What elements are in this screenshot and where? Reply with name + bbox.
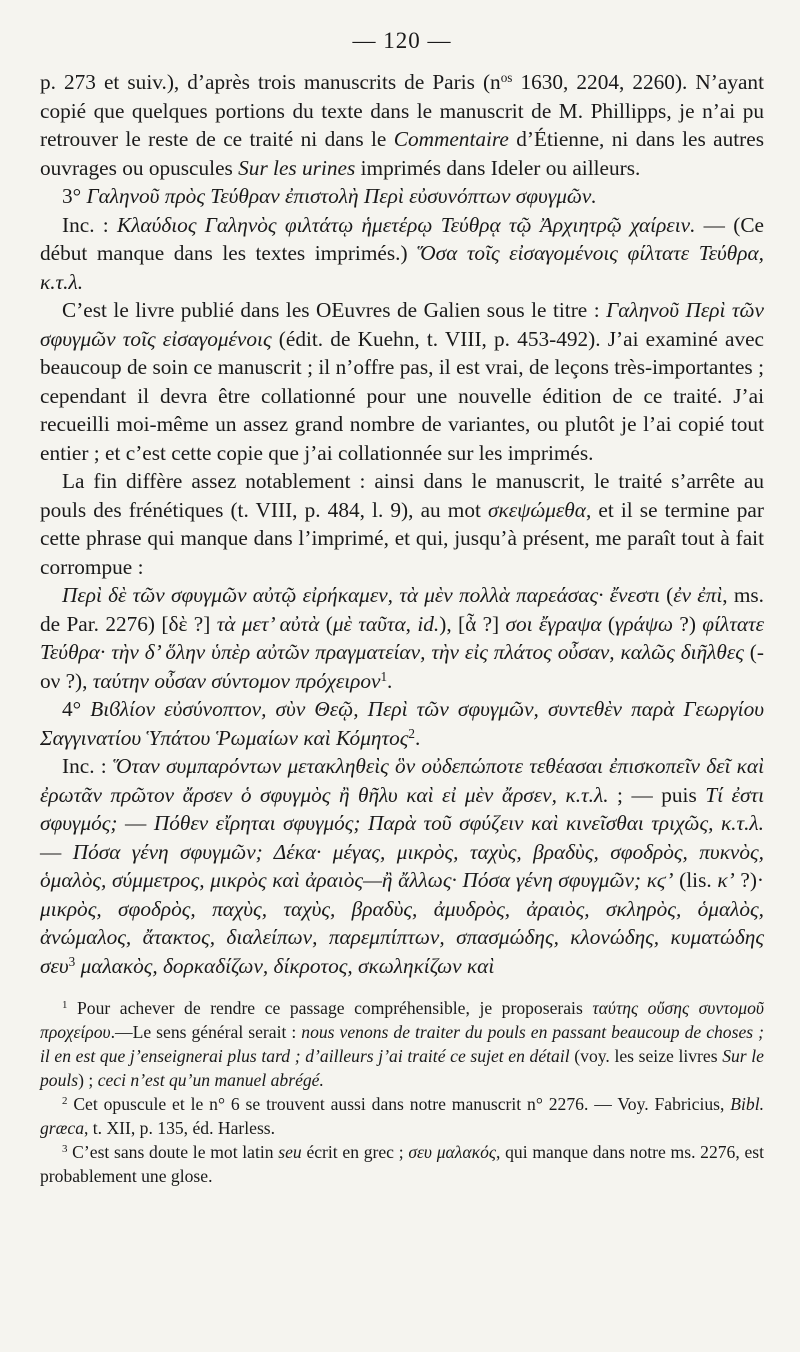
italic-text: id. [417, 611, 440, 636]
italic-text: Παρὰ τοῦ σφύζειν καὶ κινεῖσθαι τριχῶς, κ.τ.λ. [368, 811, 764, 835]
italic-text: ceci n’est qu’un manuel abrégé. [97, 1070, 324, 1090]
footnote-marker: 2 [62, 1095, 68, 1107]
text-run: (voy. les seize livres [569, 1046, 723, 1066]
italic-text: ἐν ἐπὶ [673, 583, 723, 607]
footnote-marker: 3 [68, 953, 76, 969]
text-run: écrit en grec ; [301, 1142, 409, 1162]
italic-text: τὰ μετ’ αὐτὰ [216, 611, 320, 636]
footnote [40, 1092, 764, 1140]
text-run: 4° [62, 697, 91, 721]
footnote-marker: 3 [62, 1143, 68, 1155]
italic-text: Sur le pouls [40, 1046, 764, 1090]
text-run: Inc. : [62, 754, 113, 778]
text-run: Inc. : [62, 212, 117, 237]
text-run: d’Étienne, ni dans les autres ouvrages ou opuscules [40, 127, 764, 180]
italic-text: φίλτατε Τεύθρα· τὴν δ’ ὅλην ὑπὲρ αὐτῶν πραγματείαν, τὴν εἰς πλάτος οὖσαν, καλῶς διῆλθες [40, 611, 765, 664]
italic-text: Βιϐλίον εὐσύνοπτον, σὺν Θεῷ, Περὶ τῶν σφυγμῶν, συντεθὲν παρὰ Γεωργίου Σαγγινατίου Ὑπάτου Ῥωμαίων καὶ Κόμητος [40, 697, 764, 750]
italic-text: Γαληνοῦ Περὶ τῶν σφυγμῶν τοῖς εἰσαγομένοις [40, 298, 764, 351]
footnote [40, 1140, 764, 1188]
text-run: 3° [62, 184, 87, 208]
paragraph [40, 68, 764, 182]
footnote-marker: os [500, 69, 513, 85]
text-run: ( [601, 611, 615, 636]
main-text [40, 68, 764, 980]
paragraph [40, 581, 764, 695]
italic-text: σευ μαλακός [408, 1142, 497, 1162]
italic-text: σκεψώμεθα [488, 497, 586, 522]
text-run [361, 811, 369, 835]
italic-text: Ὅσα τοῖς εἰσαγομένοις φίλτατε Τεύθρα, κ.τ.λ. [40, 241, 764, 294]
italic-text: Γαληνοῦ πρὸς Τεύθραν ἐπιστολὴ Περὶ εὐσυνόπτων σφυγμῶν. [86, 184, 597, 208]
text-run: , t. XII, p. 135, éd. Harless. [83, 1118, 276, 1138]
italic-text: μὲ ταῦτα [332, 611, 406, 636]
italic-text: Περὶ δὲ τῶν σφυγμῶν αὐτῷ εἰρήκαμεν, τὰ μὲν πολλὰ παρεάσας· ἔνεστι [62, 583, 660, 607]
paragraph [40, 467, 764, 581]
italic-text: γράψω [614, 611, 674, 636]
italic-text: Ὅταν συμπαρόντων μετακληθεὶς ὃν οὐδεπώποτε τεθέασαι ἐπισκοπεῖν δεῖ καὶ ἐρωτᾶν πρῶτον ἄρσεν ὁ σφυγμὸς ἢ θῆλυ καὶ εἰ μὲν ἄρσεν, κ.τ.λ. [40, 754, 764, 807]
text-run: ( [319, 611, 333, 636]
text-run: — (Ce début manque dans les textes imprimés.) [40, 212, 764, 265]
paragraph [40, 182, 764, 211]
text-run: ?)· [734, 868, 765, 892]
text-run: (lis. [673, 868, 718, 892]
text-run: , qui manque dans notre ms. 2276, est probablement une glose. [40, 1142, 765, 1186]
text-run: 1630, 2204, 2260). N’ayant copié que quelques portions du texte dans le manuscrit de M. Phillipps, je n’ai pu retrouver le reste de ce traité ni dans le [40, 70, 764, 151]
paragraph [40, 211, 764, 297]
italic-text: seu [278, 1142, 302, 1162]
italic-text: Bibl. græca [40, 1094, 764, 1138]
text-run: . [387, 668, 393, 693]
text-run: Pour achever de rendre ce passage compréhensible, je proposerais [67, 998, 593, 1018]
text-run: C’est le livre publié dans les OEuvres de Galien sous le titre : [62, 298, 607, 322]
italic-text: Πόσα γένη σφυγμῶν; Δέκα· μέγας, μικρὸς, ταχὺς, βραδὺς, σφοδρὸς, πυκνὸς, ὁμαλὸς, σύμμετρος, μικρὸς καὶ ἀραιὸς—ἢ ἄλλως· Πόσα γένη σφυγμῶν; κϛ’ [40, 839, 764, 892]
text-run: ; — puis [608, 782, 706, 807]
footnote [40, 996, 764, 1092]
italic-text: Commentaire [393, 127, 509, 151]
text-run: , ms. de Par. 2276) [δὲ ?] [40, 583, 764, 636]
footnote-marker: 1 [62, 999, 68, 1011]
footnote-marker: 1 [380, 668, 388, 684]
footnotes [40, 996, 764, 1188]
text-run: — [117, 811, 154, 835]
italic-text: nous venons de traiter du pouls en passant beaucoup de choses ; il en est que j’enseignerai plus tard ; d’ailleurs j’ai traité ce sujet en détail [40, 1022, 764, 1066]
text-run: , [405, 611, 418, 636]
text-run: . [414, 725, 421, 750]
paragraph [40, 752, 764, 980]
text-run: (édit. de Kuehn, t. VIII, p. 453-492). J’ai examiné avec beaucoup de soin ce manuscrit ; il n’offre pas, il est vrai, de leçons très-importantes ; cependant il devra être collationné pour une nouvelle édition de ce traité. J’ai recueilli moi-même un assez grand nombre de variantes, ou plutôt je l’ai copié tout entier ; et c’est cette copie que j’ai collationnée sur les imprimés. [40, 326, 764, 465]
text-run: ) ; [78, 1070, 98, 1090]
italic-text: ταύτην οὖσαν σύντομον πρόχειρον [92, 668, 381, 693]
italic-text: Τί ἐστι σφυγμός; [40, 782, 764, 835]
text-run: C’est sans doute le mot latin [67, 1142, 279, 1162]
text-run: p. 273 et suiv.), d’après trois manuscrits de Paris (n [40, 70, 501, 94]
italic-text: κ’ [717, 868, 735, 892]
italic-text: Πόθεν εἴρηται σφυγμός; [153, 811, 361, 835]
text-run: La fin diffère assez notablement : ainsi dans le manuscrit, le traité s’arrête au pouls des frénétiques (t. VIII, p. 484, l. 9), au mot [40, 469, 764, 522]
text-run: ), [ἆ ?] [439, 611, 506, 636]
text-run: (-ον ?), [40, 640, 764, 693]
text-run: — [40, 839, 73, 864]
text-run: ( [659, 583, 674, 607]
text-run: ?) [673, 611, 703, 636]
italic-text: ταύτης οὔσης συντομοῦ προχείρου [40, 998, 764, 1042]
italic-text: μικρὸς, σφοδρὸς, παχὺς, ταχὺς, βραδὺς, ἀμυδρὸς, ἀραιὸς, σκληρὸς, ὁμαλὸς, ἀνώμαλος, ἄτακτος, διαλείπων, παρεμπίπτων, σπασμώδης, κλονώδης, κυματώδης σευ [40, 896, 764, 978]
paragraph [40, 296, 764, 467]
text-run: , et il se termine par cette phrase qui manque dans l’imprimé, et qui, jusqu’à présent, me paraît tout à fait corrompue : [40, 497, 764, 579]
text-run: .—Le sens général serait : [110, 1022, 302, 1042]
page-number: — 120 — [352, 28, 452, 53]
italic-text: μαλακὸς, δορκαδίζων, δίκροτος, σκωληκίζων καὶ [80, 953, 495, 978]
paragraph [40, 695, 764, 752]
italic-text: Sur les urines [238, 155, 356, 180]
footnote-marker: 2 [408, 725, 415, 741]
italic-text: σοι ἔγραψα [505, 611, 602, 636]
italic-text: Κλαύδιος Γαληνὸς φιλτάτῳ ἡμετέρῳ Τεύθρᾳ τῷ Ἀρχιητρῷ χαίρειν. [116, 212, 696, 237]
text-run: Cet opuscule et le n° 6 se trouvent aussi dans notre manuscrit n° 2276. — Voy. Fabricius, [67, 1094, 731, 1114]
text-run: imprimés dans Ideler ou ailleurs. [355, 155, 641, 180]
